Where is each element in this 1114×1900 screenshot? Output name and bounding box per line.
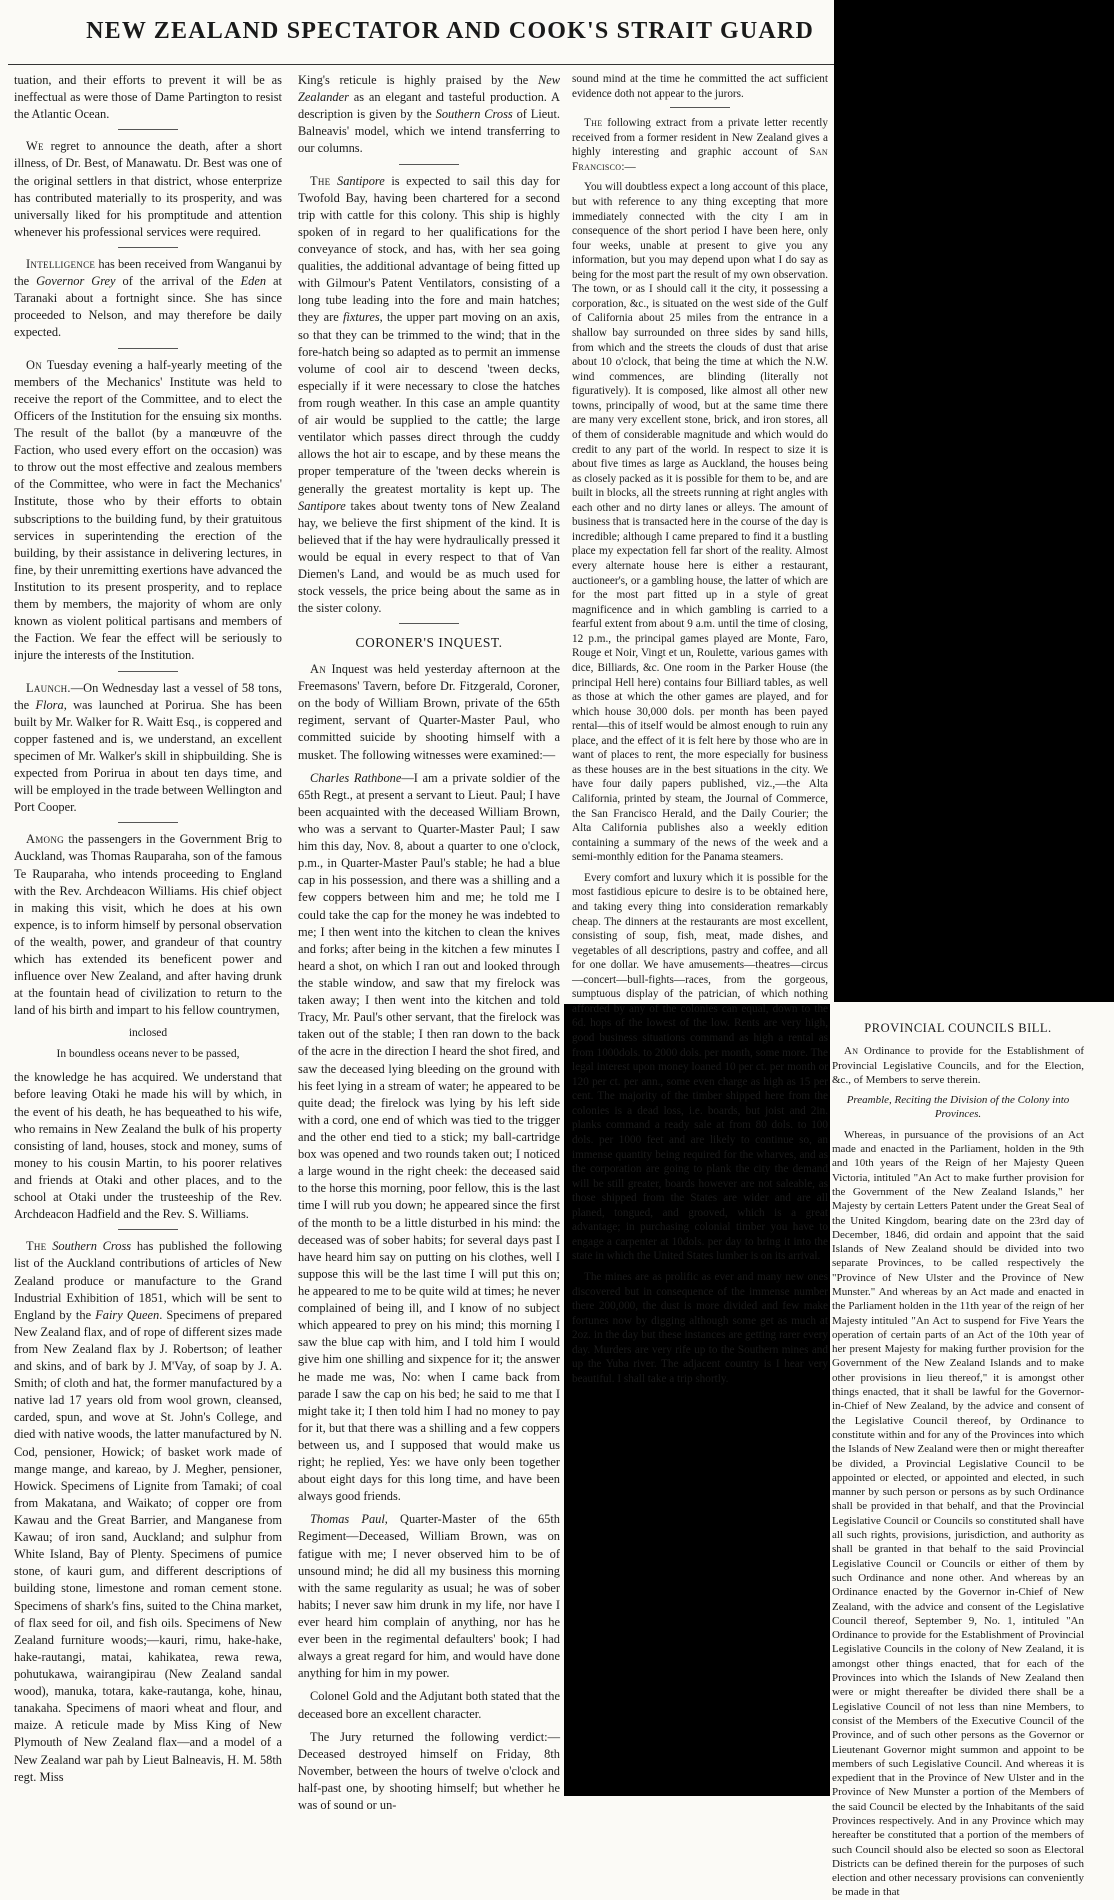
separator: [118, 129, 178, 130]
separator: [399, 623, 459, 624]
article-rauparaha: Among the passengers in the Government Brig to Auckland, was Thomas Rauparaha, son of the famous Te Rauparaha, who intends proceeding to England with the Rev. Archdeacon Williams. His chief object in making this visit, which he does at his own expence, is to inform himself by personal observation of the wealth, power, and grandeur of that country which has extended its beneficent power and influence over New Zealand, and after having drunk at the fountain head of civilization to return to the land of his birth and impart to his fellow countrymen,: [14, 832, 282, 1018]
masthead-title: NEW ZEALAND SPECTATOR AND COOK'S STRAIT GUARD: [86, 18, 814, 44]
ordinance-text: Whereas, in pursuance of the provisions of an Act made and enacted in the Parliament, holden in the 9th and 10th years of the Reign of her Majesty Queen Victoria, intituled "An Act to make further provision for the Government of the New Zealand Islands," her Majesty by certain Letters Patent under the Great Seal of the United Kingdom, bearing date on the 23rd day of December, 1846, did ordain and appoint that the said Islands of New Zealand should be divided into two separate Provinces, to be called respectively the "Province of New Ulster and the Province of New Munster." And whereas by an Act made and enacted in the Parliament holden in the 11th year of the reign of her Majesty intituled "An Act to suspend for Five Years the operation of certain parts of an Act of the 10th year of her present Majesty for making further provision for the Government of the New Zealand Islands and to make other provisions in lieu thereof," it is amongst other things enacted, that it shall be lawful for the Governor-in-Chief of New Zealand, by the advice and consent of the Legislative Council thereof, by Ordinance to constitute within and for any of the Provinces into which the Islands of New Zealand were then or might thereafter be divided, a Provincial Legislative Council to be appointed or elected, or appointed and elected, in such manner by such person or persons as by such Ordinance shall be provided in that behalf, and that the Provincial Legislative Council or Councils so constituted shall have all such rights, provisions, jurisdiction, and authority as shall be granted in that behalf to the said Provincial Legislative Council or Councils or either of them by such Ordinance and none other. And whereas by an Ordinance enacted by the Governor in-Chief of New Zealand, with the advice and consent of the Legislative Council thereof, September 9, No. 1, intituled "An Ordinance to provide for the Establishment of Provincial Legislative Councils in the colony of New Zealand, it is amongst other things enacted, that for each of the Provinces into which the Islands of New Zealand then were or might thereafter be divided there shall be a Legislative Council of not less than nine Members, to consist of the Members of the Executive Council of the Province, and of such other persons as the Governor or Lieutenant Governor might summon and appoint to be members of such Legislative Council. And whereas it is expedient that in the Province of New Ulster and in the Province of New Munster a portion of the Members of the said Council be elected by the Inhabitants of the said Provinces respectively. And in any Province which may hereafter be constituted that a portion of the members of such Council should also be elected so soon as Electoral Districts can be defined therein for the purposes of such election and other necessary provisions can conveniently be made in that: [832, 1128, 1084, 1899]
letter-paragraph-2: Every comfort and luxury which it is possible for the most fastidious epicure to desire is to be obtained here, and taking every thing into consideration remarkably cheap. The dinners at the restaurants are most excellent, consisting of soup, fish, meat, made dishes, and vegetables of all descriptions, pastry and coffee, and all for one dollar. We have amusements—theatres—circus—concert—bull-fights—races, from the gorgeous, sumptuous display of the patrician, of which nothing afforded by any of the colonies can equal, down to the 6d. hops of the lowest of the low. Rents are very high, good business situations command as high a rental as from 1000dols. to 2000 dols. per month, some more. The legal interest upon money loaned 10 per ct. per month or 120 per ct. per ann., some even charge as high as 15 per cent. The majority of the timber shipped here from the colonies is a dead loss, i.e. boards, but joist and 2in. planks command a ready sale at from 80 dols. to 100 dols. per 1000 feet and are likely to continue so, an immense quantity being required for the wharves, and as the corporation are going to plank the city the demand will be still greater, boards however are not saleable, as those shipped from the States are wider and are all planed, tongued, and grooved, which is a great advantage; in purchasing colonial timber you have to engage a carpenter at 10dols. per day to bring it into the state in which the United States lumber is on its arrival.: [572, 871, 828, 1263]
article-text: tuation, and their efforts to prevent it will be as ineffectual as were those of Dame Partington to resist the Atlantic Ocean.: [14, 73, 282, 122]
article-reticule: King's reticule is highly praised by the New Zealander as an elegant and tasteful production. A description is given by the Southern Cross of Lieut. Balneavis' model, which we intend transferring to our columns.: [298, 73, 560, 156]
redaction-block-top-right: [834, 0, 1114, 1002]
article-santipore: The Santipore is expected to sail this day for Twofold Bay, having been chartered for a second trip with cattle for this colony. This ship is highly spoken of in regard to her qualifications for the conveyance of stock, and has, with her sea going qualities, the additional advantage of being fitted up with Gilmour's Patent Ventilators, consisting of a long tube leading into the fore and main hatches; they are fixtures, the upper part moving on an axis, so that they can be trimmed to the wind; that in the fore-hatch being so adapted as to permit an immense volume of cool air to descend 'tween decks, especially if it were necessary to close the hatches from rough weather. In this case an ample quantity of air would be supplied to the cattle; the large ventilator which passes direct through the cuddy allows the hot air to escape, and by these means the proper temperature of the 'tween decks wherein is generally the greatest mortality is kept up. The Santipore takes about twenty tons of New Zealand hay, we believe the first shipment of the kind. It is believed that if the hay were hydraulically pressed it would be equal in every respect to that of Van Diemen's Land, and would be as much used for stock vessels, the price being about the same as in the sister colony.: [298, 173, 561, 616]
article-dr-best: We regret to announce the death, after a short illness, of Dr. Best, of Manawatu. Dr. Best was one of the original settlers in that district, whose enterprize has contributed materially to its prosperity, and was universally liked for his promptitude and attention whenever his professional services were required.: [14, 139, 282, 239]
separator: [118, 1229, 178, 1230]
article-san-francisco-intro: The following extract from a private letter recently received from a former resident in New Zealand gives a highly interesting and graphic account of San Francisco:—: [572, 117, 828, 173]
separator: [399, 164, 459, 165]
article-mechanics-institute: On Tuesday evening a half-yearly meeting of the members of the Mechanics' Institute was held to receive the report of the Committee, and to elect the Officers of the Institution for the ensuing six months. The result of the ballot (by a manœuvre of the Faction, who used every effort on the occasion) was to throw out the most effective and zealous members of the Committee, who were in fact the Mechanics' Institute, those who by their efforts to obtain subscriptions to the building fund, by their gratuitous services in superintending the erection of the building, by their assistance in delivering lectures, in fine, by their unremitting exertions have advanced the Institution to its present prosperity, and to replace them by members, the majority of whom are only known as violent political partisans and members of the Faction. We fear the effect will be seriously to injure the interests of the Institution.: [14, 357, 282, 663]
separator: [118, 822, 178, 823]
heading-provincial-councils: PROVINCIAL COUNCILS BILL.: [864, 1021, 1052, 1035]
verdict-cont: sound mind at the time he committed the act sufficient evidence doth not appear to the jurors.: [572, 73, 828, 100]
separator: [118, 348, 178, 349]
separator: [670, 107, 730, 108]
article-exhibition: The Southern Cross has published the following list of the Auckland contributions of articles of New Zealand produce or manufacture to the Grand Industrial Exhibition of 1851, which will be sent to England by the Fairy Queen. Specimens of prepared New Zealand flax, and of rope of different sizes made from New Zealand flax by J. Robertson; of leather and skins, and of bark by J. M'Vay, of soap by J. A. Smith; of cloth and hat, the former manufactured by a native lad 17 years old from wool grown, cleansed, carded, spun, and wove at St. John's College, and died with native woods, the latter manufactured by N. Cod, pensioner, Howick; of basket work made of mange mange, and kareao, by J. Megher, pensioner, Howick. Specimens of Lignite from Tamaki; of coal from Makatana, and Waikato; of copper ore from Kawau and the Great Barrier, and Manganese from Kawau; of iron sand, Auckland; and sulphur from White Island, Bay of Plenty. Specimens of pumice stone, of kauri gum, and different descriptions of building stone, limestone and roman cement stone. Specimens of shark's fins, suited to the China market, of flax seed for oil, and fish oils. Specimens of New Zealand furniture woods;—kauri, rimu, hake-hake, hake-rautangi, matai, kahikatea, rewa rewa, pohutukawa, wairangipirau (New Zealand sandal wood), manuka, totara, kake-rautanga, kohe, hinau, tanakaha. Specimens of maori wheat and flour, and maize. A reticule made by Miss King of New Plymouth of New Zealand flax—and a model of a New Zealand war pah by Lieut Balneavis, H. M. 58th regt. Miss: [14, 1239, 282, 1784]
masthead-rule: [8, 64, 834, 65]
article-launch: Launch.—On Wednesday last a vessel of 58 tons, the Flora, was launched at Porirua. She has been built by Mr. Walker for R. Waitt Esq., is coppered and copper fastened and is, we understand, an excellent specimen of Mr. Walker's skill in shipbuilding. She is expected from Porirua in about ten days time, and will be employed in the trade between Wellington and Port Cooper.: [14, 680, 282, 815]
quote-line-1: inclosed: [128, 1026, 168, 1039]
column-4: [832, 1010, 1084, 1899]
testimony-paul: Thomas Paul, Quarter-Master of the 65th Regiment—Deceased, William Brown, was on fatigue with me; I never observed him to be of unsound mind; he did all my business this morning with the same regularity as usual; he was of sober habits; I never saw him drunk in my life, nor have I ever heard him complain of anything, nor has he ever been in the regimental defaulters' book; I had always a great regard for him, and would have done anything for him in my power.: [298, 1512, 560, 1681]
separator: [118, 671, 178, 672]
article-inquest-intro: An Inquest was held yesterday afternoon at the Freemasons' Tavern, before Dr. Fitzgerald, Coroner, on the body of William Brown, private of the 65th regiment, servant of Quarter-Master Paul, who committed suicide by shooting himself with a musket. The following witnesses were examined:—: [298, 662, 560, 762]
verdict: The Jury returned the following verdict:—Deceased destroyed himself on Friday, 8th November, between the hours of twelve o'clock and half-past one, by shooting himself; but whether he was of sound or un-: [298, 1729, 560, 1813]
testimony-gold: Colonel Gold and the Adjutant both stated that the deceased bore an excellent character.: [298, 1689, 560, 1721]
column-1: [14, 72, 282, 1790]
heading-coroners-inquest: CORONER'S INQUEST.: [355, 635, 503, 651]
article-rauparaha-cont: the knowledge he has acquired. We understand that before leaving Otaki he made his will by which, in the event of his death, he has bequeathed to his wife, who remains in New Zealand the bulk of his property consisting of land, houses, stock and money, sums of money to his cousin Martin, to his poorer relatives and friends at Otaki and other places, and to the school at Otaki under the trusteeship of the Rev. Archdeacon Hadfield and the Rev. S. Williams.: [14, 1070, 282, 1222]
column-3: [572, 72, 828, 1385]
letter-paragraph-1: You will doubtless expect a long account of this place, but with reference to any thing excepting that more immediately connected with the city I am in consequence of the short period I have been here, only four weeks, unable at present to give you any information, but you may depend upon what I do say as being for the most part the result of my own observation. The town, or as I should call it the city, it possessing a corporation, &c., is situated on the west side of the Gulf of California about 25 miles from the entrance in a shallow bay surrounded on three sides by sand hills, from which and the streets the clouds of dust that arise about 10 o'clock, that being the time at which the N.W. wind commences, are blinding (literally not figuratively). It is composed, like almost all other new towns, principally of wood, but at the same time there are many very excellent stone, brick, and iron stores, all of them of considerable magnitude and which would do credit to any part of the world. In respect to size it is about five times as large as Auckland, the houses being as closely packed as it is possible for them to be, and are built in blocks, all the streets running at right angles with each other and no dirty lanes or alleys. The amount of business that is transacted here in the course of the day is incredible; although I came prepared to find it a bustling place my expectation fell far short of the reality. Almost every alternate house here is either a restaurant, auctioneer's, or a gambling house, the latter of which are for the most part fitted up in a style of great magnificence and in which gambling is carried to a fearful extent from about 9 a.m. until the time of closing, 12 p.m., the principal games played are Monte, Faro, Rouge et Noir, Vingt et un, Roulette, various games with dice, Billiards, &c. One room in the Parker House (the principal Hell here) contains four Billiard tables, as well as those at which the other games are played, and for which house 30,000 dols. per month has been payed rental—this of itself would be almost enough to ruin any place, and the effect of it is felt here by those who are in want of places to rent, the more especially for business as these houses are in the best situations in the city. We have four daily papers published, viz.,—the Alta California, printed by steam, the Journal of Commerce, the San Francisco Herald, and the Daily Courier; the Alta California publishes also a weekly edition containing a summary of the news of the week and a semi-monthly edition for the Panama steamers.: [572, 181, 828, 864]
preamble-heading: Preamble, Reciting the Division of the Colony into Provinces.: [846, 1094, 1070, 1121]
testimony-rathbone: Charles Rathbone—I am a private soldier of the 65th Regt., at present a servant to Lieut. Paul; I have been acquainted with the deceased William Brown, who was a servant to Quarter-Master Paul; I saw him this day, Nov. 8, about a quarter to one o'clock, p.m., in Quarter-Master Paul's stable; he had a blue cap in his possession, and there was a shilling and a few coppers between him and me; he told me I could take the cap for the money he was indebted to me; I then went into the kitchen to clean the knives and forks; after being in the kitchen a few minutes I heard a shot, on which I ran out and looked through the stable window, and saw that my firelock was taken away; I then went into the kitchen and told Tracy, Mr. Paul's other servant, that the firelock was taken out of the stable; I then ran down to the back of the acre in the direction I heard the shot fired, and saw the deceased lying bleeding on the ground with his feet lying in a stream of water; he appeared to be quite dead; the firelock was lying by his left side with a cord, one end of which was tied to the trigger and the other end tied to a stick; my ball-cartridge box was opened and two rounds taken out; I noticed a large wound in the right cheek: the deceased said to the horse this morning, poor fellow, this is the last time I will rub you down; he appeared since the first of the month to be a little disturbed in his mind: the deceased was of sober habits; for several days past I have heard him say on putting on his clothes, well I suppose this will be the last time I will put this on; he appeared to me to be quite wild at times; he never complained of being ill, and I know of no subject which appeared to prey on his mind; this morning I saw the blue cap with him, and I told him I would give him one shilling and sixpence for it; the answer he made me was, No: when I came back from parade I saw the cap on his bed; he said to me that I might take it; I then told him I had no money to pay for it, but that there was a shilling and a few coppers between us, and I supposed that would make us right; he replied, Yes: we have only been together about eight days for this long time, and have been always good friends.: [298, 770, 561, 1504]
article-intelligence: Intelligence has been received from Wanganui by the Governor Grey of the arrival of the Eden at Taranaki about a fortnight since. She has since proceeded to Nelson, and may therefore be daily expected.: [14, 256, 282, 340]
separator: [118, 247, 178, 248]
quote-line-2: In boundless oceans never to be passed,: [56, 1048, 240, 1061]
ordinance-title: An Ordinance to provide for the Establishment of Provincial Legislative Councils, and for the Election, &c., of Members to serve therein.: [832, 1045, 1084, 1086]
column-2: [298, 72, 561, 1813]
letter-paragraph-3: The mines are as prolific as ever and many new ones discovered but in consequence of the immense number there 200,000, the dust is more divided and few make fortunes now by digging although some get as much at 2oz. in the day but these instances are getting rarer every day. Murders are very rife up to the Southern mines and up the Yuba river. The adjacent country is I hear very beautiful. I shall take a trip shortly.: [572, 1271, 828, 1385]
